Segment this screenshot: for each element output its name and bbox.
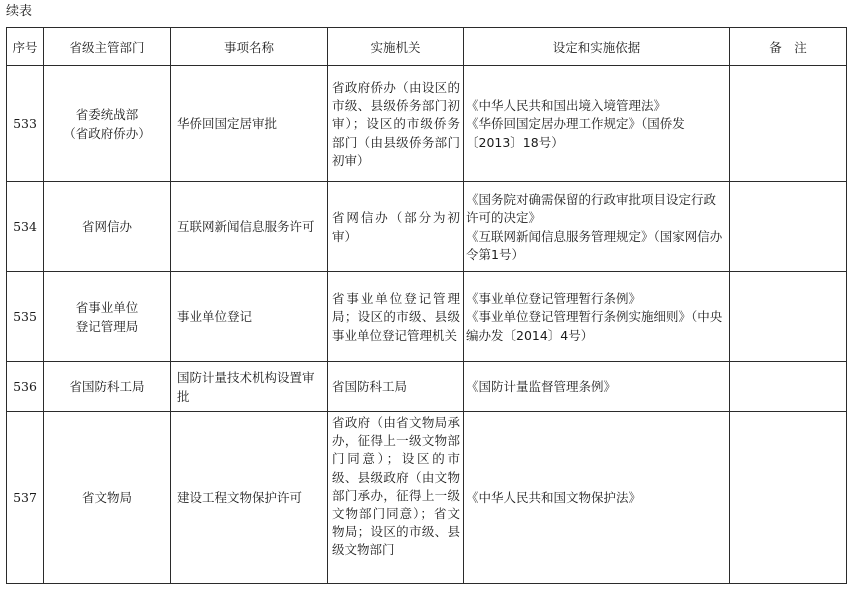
row-remarks bbox=[730, 362, 847, 412]
table-header-row bbox=[7, 28, 847, 66]
basis-line: 《国防计量监督管理条例》 bbox=[466, 379, 617, 395]
row-department bbox=[44, 182, 171, 272]
row-serial-number: 534 bbox=[7, 182, 44, 272]
row-item-name: 建设工程文物保护许可 bbox=[171, 412, 328, 584]
row-implementing-agency: 省政府（由省文物局承办，征得上一级文物部门同意）；设区的市级、县级政府（由文物部门承办，征得上一级文物部门同意）；省文物局；设区的市级、县级文物部门 bbox=[328, 412, 464, 584]
row-item-name: 华侨回国定居审批 bbox=[171, 66, 328, 182]
header-implementing-agency: 实施机关 bbox=[328, 28, 464, 66]
row-implementing-agency: 省网信办（部分为初审） bbox=[328, 182, 464, 272]
row-serial-number: 537 bbox=[7, 412, 44, 584]
row-serial-number: 536 bbox=[7, 362, 44, 412]
row-serial-number: 533 bbox=[7, 66, 44, 182]
row-remarks bbox=[730, 182, 847, 272]
row-legal-basis bbox=[464, 362, 730, 412]
header-serial-number: 序号 bbox=[7, 28, 44, 66]
row-department bbox=[44, 66, 171, 182]
approval-items-table bbox=[6, 27, 847, 584]
row-implementing-agency: 省国防科工局 bbox=[328, 362, 464, 412]
row-implementing-agency: 省事业单位登记管理局；设区的市级、县级事业单位登记管理机关 bbox=[328, 272, 464, 362]
row-remarks bbox=[730, 412, 847, 584]
row-legal-basis bbox=[464, 182, 730, 272]
row-remarks bbox=[730, 272, 847, 362]
row-department bbox=[44, 362, 171, 412]
department-line: 省事业单位 bbox=[75, 299, 139, 315]
row-remarks bbox=[730, 66, 847, 182]
basis-line: 《中华人民共和国出境入境管理法》 bbox=[466, 98, 667, 114]
row-department bbox=[44, 272, 171, 362]
row-item-name: 互联网新闻信息服务许可 bbox=[171, 182, 328, 272]
header-legal-basis: 设定和实施依据 bbox=[464, 28, 730, 66]
department-line: 省网信办 bbox=[81, 219, 132, 234]
row-item-name: 国防计量技术机构设置审批 bbox=[171, 362, 328, 412]
row-legal-basis bbox=[464, 412, 730, 584]
table-row bbox=[7, 66, 847, 182]
table-row bbox=[7, 412, 847, 584]
row-serial-number: 535 bbox=[7, 272, 44, 362]
basis-line: 《华侨回国定居办理工作规定》（国侨发〔2013〕18号） bbox=[466, 116, 685, 150]
department-line: 省委统战部 bbox=[75, 106, 139, 122]
basis-line: 《互联网新闻信息服务管理规定》（国家网信办令第1号） bbox=[466, 228, 723, 262]
department-line: 省国防科工局 bbox=[69, 379, 145, 394]
table-caption: 续表 bbox=[6, 4, 33, 19]
basis-line: 《国务院对确需保留的行政审批项目设定行政许可的决定》 bbox=[466, 192, 717, 226]
table-row bbox=[7, 272, 847, 362]
header-remarks: 备 注 bbox=[730, 28, 847, 66]
row-legal-basis bbox=[464, 272, 730, 362]
basis-line: 《中华人民共和国文物保护法》 bbox=[466, 490, 642, 506]
row-item-name: 事业单位登记 bbox=[171, 272, 328, 362]
header-item-name: 事项名称 bbox=[171, 28, 328, 66]
row-department bbox=[44, 412, 171, 584]
department-line: （省政府侨办） bbox=[63, 125, 151, 141]
department-line: 登记管理局 bbox=[75, 318, 139, 334]
basis-line: 《事业单位登记管理暂行条例》 bbox=[466, 291, 642, 307]
row-legal-basis bbox=[464, 66, 730, 182]
header-department: 省级主管部门 bbox=[44, 28, 171, 66]
table-row bbox=[7, 362, 847, 412]
department-line: 省文物局 bbox=[81, 490, 132, 505]
row-implementing-agency: 省政府侨办（由设区的市级、县级侨务部门初审）；设区的市级侨务部门（由县级侨务部门初审） bbox=[328, 66, 464, 182]
table-row bbox=[7, 182, 847, 272]
basis-line: 《事业单位登记管理暂行条例实施细则》（中央编办发〔2014〕4号） bbox=[466, 309, 723, 343]
